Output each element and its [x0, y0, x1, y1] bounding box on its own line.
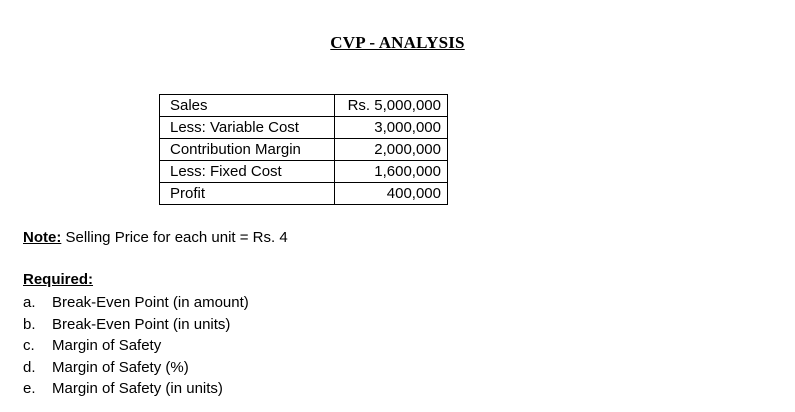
list-item-text: Margin of Safety (%)	[52, 358, 189, 376]
row-value: 400,000	[335, 183, 448, 205]
row-label: Less: Variable Cost	[160, 117, 335, 139]
table-row-variable-cost	[160, 117, 448, 139]
row-label: Less: Fixed Cost	[160, 161, 335, 183]
row-value: Rs. 5,000,000	[335, 95, 448, 117]
table-row-sales	[160, 95, 448, 117]
row-value: 2,000,000	[335, 139, 448, 161]
table-row-fixed-cost	[160, 161, 448, 183]
note-line	[23, 229, 288, 246]
list-item	[23, 335, 249, 357]
required-list	[23, 292, 249, 400]
list-item	[23, 357, 249, 379]
table-row-contribution-margin	[160, 139, 448, 161]
list-item-text: Margin of Safety (in units)	[52, 380, 223, 397]
list-marker: c.	[23, 337, 35, 354]
list-item	[23, 314, 249, 336]
cvp-table	[159, 94, 448, 205]
list-marker: b.	[23, 315, 36, 333]
row-label: Contribution Margin	[160, 139, 335, 161]
list-marker: a.	[23, 294, 36, 311]
list-item-text: Break-Even Point (in units)	[52, 315, 231, 333]
page-title: CVP - ANALYSIS	[330, 33, 465, 52]
list-marker: e.	[23, 380, 36, 397]
list-marker: d.	[23, 358, 36, 376]
row-value: 1,600,000	[335, 161, 448, 183]
note-text: Selling Price for each unit = Rs. 4	[61, 229, 288, 246]
required-heading: Required:	[23, 271, 94, 288]
list-item	[23, 292, 249, 314]
table-row-profit	[160, 183, 448, 205]
list-item-text: Break-Even Point (in amount)	[52, 294, 249, 311]
list-item	[23, 378, 249, 400]
list-item-text: Margin of Safety	[52, 337, 162, 354]
note-label: Note:	[23, 229, 62, 246]
row-value: 3,000,000	[335, 117, 448, 139]
row-label: Profit	[160, 183, 335, 205]
row-label: Sales	[160, 95, 335, 117]
